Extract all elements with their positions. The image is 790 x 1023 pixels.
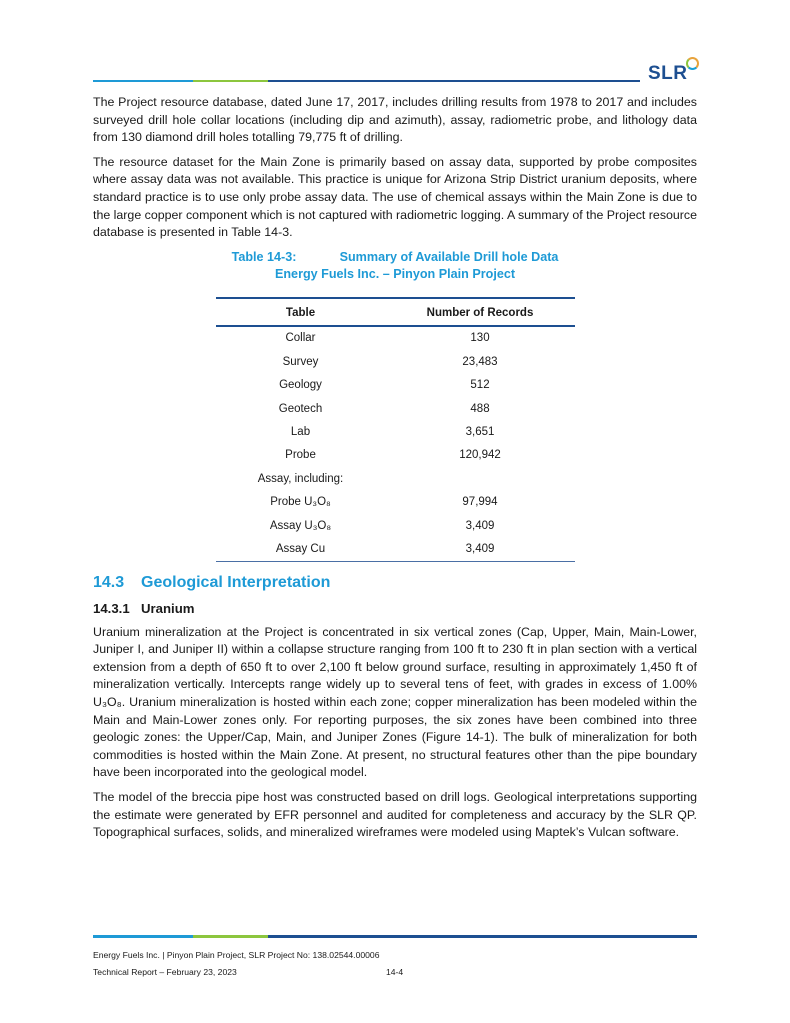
drillhole-data-table <box>216 297 575 562</box>
table-caption <box>93 249 697 283</box>
section-title: Geological Interpretation <box>141 573 331 591</box>
row-label: Assay Cu <box>216 537 385 561</box>
row-value: 130 <box>470 332 490 345</box>
subsection-heading <box>93 601 697 616</box>
footer-project-line: Energy Fuels Inc. | Pinyon Plain Project, SLR Project No: 138.02544.00006 <box>93 950 380 960</box>
footer-report-line <box>93 967 237 977</box>
footer-report-date: Technical Report – February 23, 2023 <box>93 967 237 977</box>
row-value: 512 <box>470 379 490 392</box>
section-number: 14.3 <box>93 573 125 591</box>
row-value: 3,651 <box>465 426 495 438</box>
row-label: Geotech <box>278 402 323 415</box>
row-label: Assay U₃O₈ <box>269 519 332 532</box>
table-row <box>216 397 575 420</box>
table-number: Table 14-3: <box>231 249 297 264</box>
subsection-number: 14.3.1 <box>93 600 130 616</box>
table-subtitle: Energy Fuels Inc. – Pinyon Plain Project <box>274 266 516 281</box>
table-row <box>216 374 575 397</box>
row-value: 3,409 <box>385 537 575 561</box>
section-heading <box>93 574 697 592</box>
intro-paragraph-2: The resource dataset for the Main Zone is primarily based on assay data, supported by probe composites where assay data was not available. This practice is unique for Arizona Strip District uranium deposits, where standard practice is to use only probe assay data. The use of chemical assays within the Main Zone is due to the large copper component which is not captured with radiometric logging. A summary of the Project resource database is presented in Table 14-3. <box>93 154 698 240</box>
table-row <box>216 490 575 513</box>
row-label: Collar <box>285 332 316 345</box>
table-row <box>216 537 575 561</box>
row-value: 23,483 <box>462 355 498 368</box>
table-row <box>216 420 575 443</box>
table-row <box>216 444 575 467</box>
body-paragraph-2: The model of the breccia pipe host was constructed based on drill logs. Geological interpretations supporting the estimate were generated by EFR personnel and audited for completeness and accuracy by the SLR QP. Topographical surfaces, solids, and mineralized wireframes were modeled using Maptek’s Vulcan software. <box>93 790 697 840</box>
row-value: 120,942 <box>459 449 501 462</box>
header-rule-cyan <box>93 80 193 82</box>
footer-rule-green <box>193 935 268 938</box>
row-label: Probe U₃O₈ <box>270 496 331 509</box>
table-row <box>216 514 575 537</box>
body-paragraph-1: Uranium mineralization at the Project is concentrated in six vertical zones (Cap, Upper, Main, Main-Lower, Juniper I, and Juniper II) within a collapse structure ranging from 100 ft to 230 ft in plan section with a vertical extension from a depth of 650 ft to over 2,100 ft below ground surface, resulting in approximately 1,450 ft of mineralization vertically. Intercepts range widely up to several tens of feet, with grades in excess of 1.00% U₃O₈. Uranium mineralization is hosted within each zone; copper mineralization has been modeled within the Main and Main-Lower zones only. For reporting purposes, the six zones have been combined into three geologic zones: the Upper/Cap, Main, and Juniper Zones (Figure 14-1). The bulk of mineralization for both commodities is hosted within the Main Zone. At present, no structural features other than the pipe boundary have been incorporated into the geological model. <box>93 624 697 780</box>
table-header-table: Table <box>216 298 385 326</box>
row-label: Survey <box>282 355 319 368</box>
slr-logo: SLR <box>648 63 701 85</box>
logo-swirl-icon <box>686 57 699 70</box>
subsection-title: Uranium <box>141 600 195 616</box>
row-value: 97,994 <box>462 496 498 509</box>
row-label: Assay, including: <box>257 472 344 485</box>
row-label: Geology <box>279 379 322 392</box>
table-row <box>216 326 575 350</box>
header-rule-navy <box>268 80 640 82</box>
intro-paragraph-1: The Project resource database, dated June 17, 2017, includes drilling results from 1978 to 2017 and includes surveyed drill hole collar locations (including dip and azimuth), assay, radiometric probe, and lithology data from 130 diamond drill holes totalling 79,775 ft of drilling. <box>93 95 697 145</box>
footer-rule-navy <box>268 935 697 938</box>
table-row <box>216 467 575 490</box>
row-value: 3,409 <box>465 519 495 532</box>
row-value: 488 <box>470 402 490 415</box>
row-label: Probe <box>285 449 316 462</box>
row-label: Lab <box>290 426 311 438</box>
table-row <box>216 350 575 373</box>
row-value <box>385 467 575 490</box>
page-number: 14-4 <box>386 967 404 977</box>
table-title: Summary of Available Drill hole Data <box>339 249 559 264</box>
header-rule-green <box>193 80 268 82</box>
table-header-records: Number of Records <box>385 298 575 326</box>
footer-rule-cyan <box>93 935 193 938</box>
page-content <box>93 94 697 849</box>
